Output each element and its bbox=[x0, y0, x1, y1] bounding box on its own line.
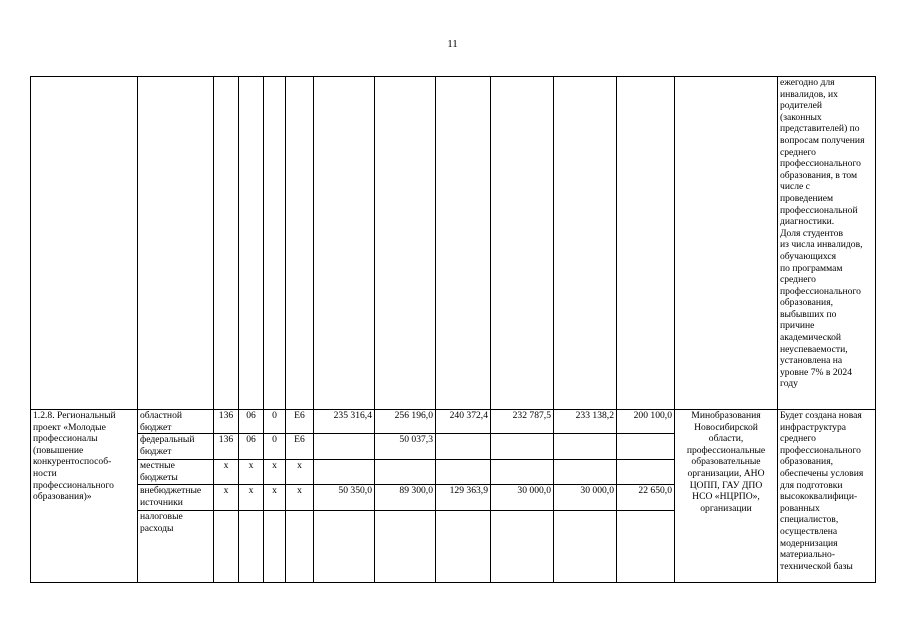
code-cell: 06 bbox=[239, 434, 264, 460]
code-cell: х bbox=[264, 460, 286, 485]
code-cell bbox=[286, 511, 314, 583]
funding-source: областной бюджет bbox=[138, 410, 214, 434]
cell-empty bbox=[491, 77, 554, 410]
cell-empty bbox=[675, 77, 778, 410]
code-cell: 0 bbox=[264, 434, 286, 460]
amount-cell bbox=[617, 434, 675, 460]
funding-source: федеральный бюджет bbox=[138, 434, 214, 460]
amount-cell bbox=[617, 460, 675, 485]
amount-cell: 50 350,0 bbox=[314, 485, 375, 511]
program-table bbox=[30, 76, 876, 583]
funding-source: налоговые расходы bbox=[138, 511, 214, 583]
project-title: 1.2.8. Региональный проект «Молодые профессионалы (повышение конкурентоспособ- ности профессионального образования)» bbox=[31, 410, 138, 583]
amount-cell bbox=[617, 511, 675, 583]
amount-cell: 30 000,0 bbox=[554, 485, 617, 511]
amount-cell bbox=[314, 460, 375, 485]
code-cell: х bbox=[239, 485, 264, 511]
amount-cell: 50 037,3 bbox=[375, 434, 436, 460]
continuation-row bbox=[31, 77, 876, 410]
expected-result-cell: Будет создана новая инфраструктура среднего профессионального образования, обеспечены условия для подготовки высококвалифици- рованных специалистов, осуществлена модернизация материально- технической базы bbox=[778, 410, 876, 583]
amount-cell bbox=[314, 434, 375, 460]
code-cell bbox=[239, 511, 264, 583]
result-text-continued: ежегодно для инвалидов, их родителей (законных представителей) по вопросам получения среднего профессионального образования, в том числе с проведением профессиональной диагностики. Доля студентов из числа инвалидов, обучающихся по программам среднего профессионального образования, выбывших по причине академической неуспеваемости, установлена на уровне 7% в 2024 году bbox=[778, 77, 876, 410]
page-number: 11 bbox=[447, 38, 458, 50]
code-cell: х bbox=[214, 485, 239, 511]
funding-source: местные бюджеты bbox=[138, 460, 214, 485]
code-cell: Е6 bbox=[286, 434, 314, 460]
cell-empty bbox=[554, 77, 617, 410]
amount-cell: 233 138,2 bbox=[554, 410, 617, 434]
code-cell: Е6 bbox=[286, 410, 314, 434]
cell-empty bbox=[617, 77, 675, 410]
amount-cell: 240 372,4 bbox=[436, 410, 491, 434]
code-cell: х bbox=[214, 460, 239, 485]
amount-cell bbox=[491, 460, 554, 485]
amount-cell: 22 650,0 bbox=[617, 485, 675, 511]
code-cell: 06 bbox=[239, 410, 264, 434]
amount-cell bbox=[436, 434, 491, 460]
amount-cell bbox=[554, 511, 617, 583]
amount-cell bbox=[375, 511, 436, 583]
amount-cell: 235 316,4 bbox=[314, 410, 375, 434]
amount-cell bbox=[491, 434, 554, 460]
code-cell: 136 bbox=[214, 434, 239, 460]
executor-cell: Минобразования Новосибирской области, профессиональные образовательные организации, АНО ЦОПП, ГАУ ДПО НСО «НЦРПО», организации bbox=[675, 410, 778, 583]
funding-source: внебюджетные источники bbox=[138, 485, 214, 511]
cell-empty bbox=[138, 77, 214, 410]
code-cell: х bbox=[286, 485, 314, 511]
cell-empty bbox=[239, 77, 264, 410]
amount-cell bbox=[375, 460, 436, 485]
amount-cell: 232 787,5 bbox=[491, 410, 554, 434]
amount-cell bbox=[554, 434, 617, 460]
cell-empty bbox=[375, 77, 436, 410]
code-cell: х bbox=[286, 460, 314, 485]
cell-empty bbox=[314, 77, 375, 410]
amount-cell bbox=[314, 511, 375, 583]
cell-empty bbox=[436, 77, 491, 410]
cell-empty bbox=[31, 77, 138, 410]
cell-empty bbox=[264, 77, 286, 410]
code-cell bbox=[214, 511, 239, 583]
code-cell: х bbox=[264, 485, 286, 511]
amount-cell bbox=[491, 511, 554, 583]
amount-cell: 200 100,0 bbox=[617, 410, 675, 434]
cell-empty bbox=[214, 77, 239, 410]
amount-cell: 30 000,0 bbox=[491, 485, 554, 511]
code-cell: 0 bbox=[264, 410, 286, 434]
cell-empty bbox=[286, 77, 314, 410]
amount-cell: 256 196,0 bbox=[375, 410, 436, 434]
amount-cell: 89 300,0 bbox=[375, 485, 436, 511]
amount-cell: 129 363,9 bbox=[436, 485, 491, 511]
code-cell: 136 bbox=[214, 410, 239, 434]
amount-cell bbox=[554, 460, 617, 485]
amount-cell bbox=[436, 460, 491, 485]
code-cell: х bbox=[239, 460, 264, 485]
code-cell bbox=[264, 511, 286, 583]
amount-cell bbox=[436, 511, 491, 583]
table-row bbox=[31, 410, 876, 434]
